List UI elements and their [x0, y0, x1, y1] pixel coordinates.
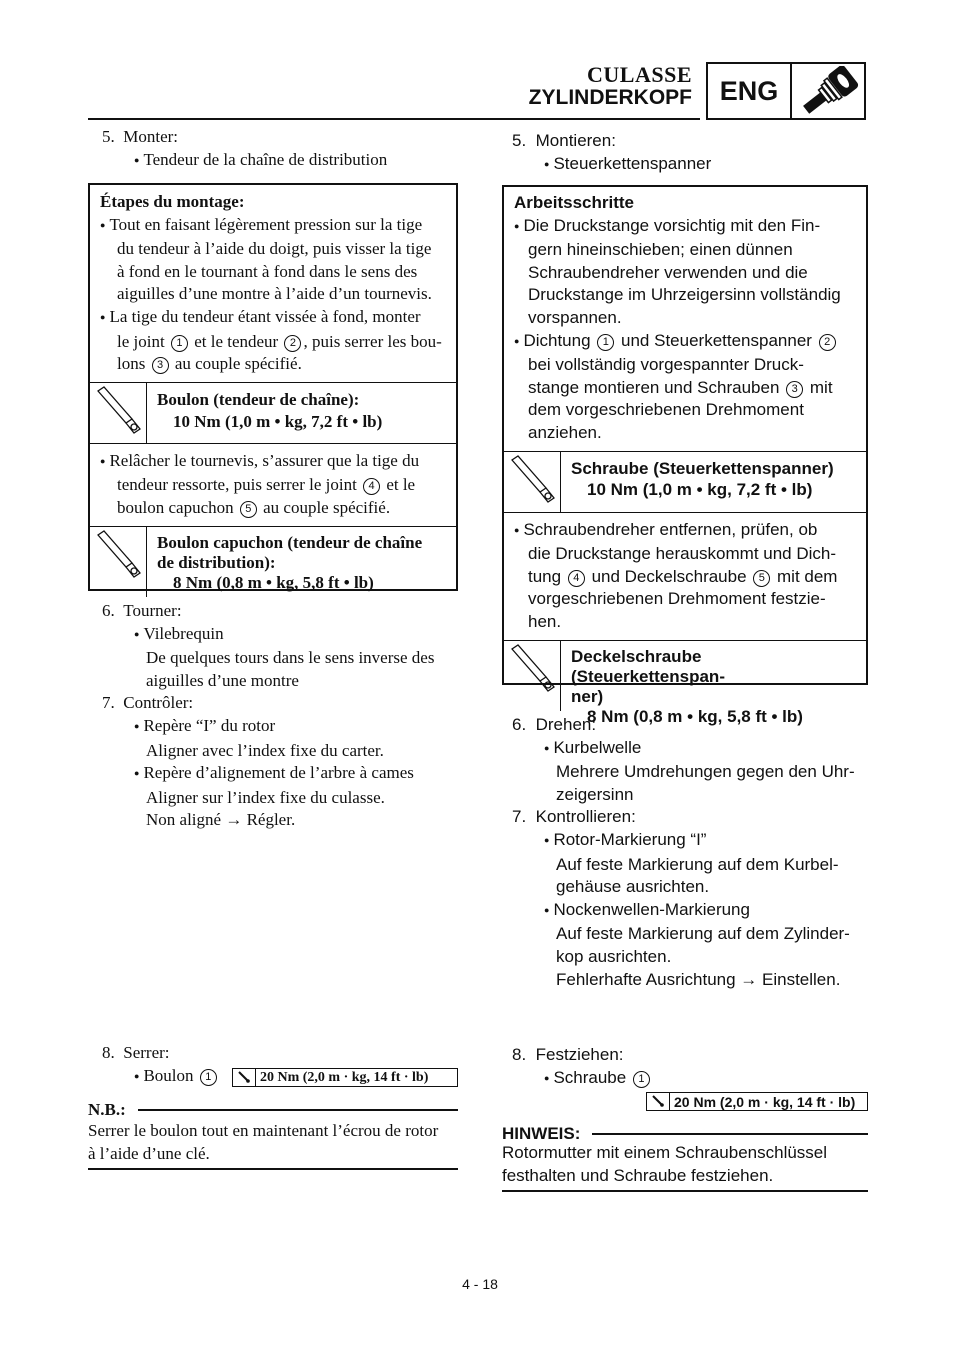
fr-note-header — [88, 1100, 458, 1120]
de-b2-l2: bei vollständig vorgespannter Druck- — [528, 355, 804, 375]
fr-b1-l4: aiguilles d’une montre à l’aide d’un tournevis. — [117, 284, 432, 304]
ref-1: 1 — [633, 1071, 650, 1088]
de-b1-l1: Die Druckstange vorsichtig mit den Fin- — [523, 215, 821, 235]
fr-torque-spec-1 — [90, 383, 456, 444]
de-b2-l5: anziehen. — [528, 422, 602, 442]
de-note-l2: festhalten und Schraube festziehen. — [502, 1165, 774, 1185]
de-b1-l4: Druckstange im Uhrzeigersinn vollständig — [528, 285, 841, 305]
ref-1: 1 — [171, 335, 188, 352]
de-step8-label: 8. Festziehen: — [512, 1045, 624, 1064]
fr-b1-l3: à fond en le tournant à fond dans le sens des — [117, 261, 418, 281]
header-rule — [88, 118, 700, 120]
fr-note-label: N.B.: — [88, 1100, 126, 1119]
de-b1-l2: gern hineinschieben; einen dünnen — [528, 240, 793, 260]
de-t1-l1: Schraube (Steuerkettenspanner) — [571, 458, 834, 478]
de-spec-value: 20 Nm (2,0 m · kg, 14 ft · lb) — [674, 1093, 856, 1110]
de-note-l1: Rotormutter mit einem Schraubenschlüssel — [502, 1143, 828, 1162]
de-step7-d1: Auf feste Markierung auf dem Kurbel- — [556, 854, 839, 874]
fr-b3-l3: boulon capuchon 5 au couple spécifié. — [117, 497, 391, 517]
fr-torque-spec-3 — [232, 1068, 458, 1087]
torque-wrench-icon — [233, 1069, 256, 1086]
de-step5-item: ● Steuerkettenspanner — [504, 153, 868, 178]
fr-spec-value: 20 Nm (2,0 m · kg, 14 ft · lb) — [260, 1069, 429, 1085]
page-number: 4 - 18 — [462, 1276, 498, 1292]
de-b3-l3: tung 4 und Deckelschraube 5 mit dem — [528, 566, 838, 586]
torque-wrench-icon — [504, 641, 561, 711]
ref-2: 2 — [819, 334, 836, 351]
fr-step6-label: 6. Tourner: — [102, 601, 182, 620]
fr-step5 — [94, 126, 458, 173]
fr-b3-l2: tendeur ressorte, puis serrer le joint 4 et le — [117, 475, 416, 495]
ref-4: 4 — [363, 478, 380, 495]
fr-t2-l2: de distribution): — [157, 552, 276, 572]
fr-step6-d2: aiguilles d’une montre — [146, 670, 299, 690]
section-badge-label: ENG — [708, 64, 792, 118]
ref-1: 1 — [200, 1069, 217, 1086]
de-note-label: HINWEIS: — [502, 1124, 581, 1143]
de-step6-item: ● Kurbelwelle — [504, 737, 868, 762]
section-badge — [706, 62, 866, 120]
de-b3-l1: Schraubendreher entfernen, prüfen, ob — [523, 519, 818, 539]
fr-b2-l3: lons 3 au couple spécifié. — [117, 354, 302, 374]
header-title-fr: CULASSE — [587, 62, 692, 87]
ref-5: 5 — [240, 501, 257, 518]
de-b2-l3: stange montieren und Schrauben 3 mit — [528, 377, 833, 397]
ref-2: 2 — [284, 335, 301, 352]
fr-t1-l2: 10 Nm (1,0 m • kg, 7,2 ft • lb) — [173, 412, 383, 432]
de-steps-6-7 — [504, 714, 868, 991]
fr-note-rule — [88, 1168, 458, 1170]
engine-part-icon — [794, 66, 864, 118]
fr-steps-6-7 — [94, 600, 458, 832]
fr-t2-l1: Boulon capuchon (tendeur de chaîne — [157, 532, 423, 552]
de-b2-l1: ● Dichtung 1 und Steuerkettenspanner 2 — [514, 330, 858, 355]
ref-5: 5 — [753, 570, 770, 587]
de-step7-d4: kop ausrichten. — [556, 946, 672, 966]
de-step6-label: 6. Drehen: — [512, 715, 597, 734]
de-note-rule — [502, 1190, 868, 1192]
fr-t1-l1: Boulon (tendeur de chaîne): — [157, 389, 360, 409]
de-t1-l2: 10 Nm (1,0 m • kg, 7,2 ft • lb) — [587, 479, 813, 499]
fr-step6-item: ● Vilebrequin — [94, 623, 458, 648]
de-b1-l5: vorspannen. — [528, 307, 622, 327]
ref-3: 3 — [786, 381, 803, 398]
de-step7-d3: Auf feste Markierung auf dem Zylinder- — [556, 924, 850, 944]
torque-wrench-icon — [504, 452, 561, 512]
fr-b3-l1: Relâcher le tournevis, s’assurer que la tige du — [109, 450, 420, 470]
de-b3-l5: hen. — [528, 611, 562, 631]
de-step7-d5: Fehlerhafte Ausrichtung → Einstellen. — [556, 969, 841, 989]
fr-step5-label: 5. Monter: — [102, 127, 179, 146]
de-t2-l1: Deckelschraube (Steuerkettenspan- — [571, 646, 725, 686]
de-b1-l3: Schraubendreher verwenden und die — [528, 262, 808, 282]
fr-step7-i2: ● Repère d’alignement de l’arbre à cames — [94, 762, 458, 787]
ref-4: 4 — [568, 570, 585, 587]
torque-wrench-icon — [90, 383, 147, 443]
de-step7-d2: gehäuse ausrichten. — [556, 877, 710, 897]
torque-wrench-icon — [90, 527, 147, 597]
de-step5 — [504, 130, 868, 177]
de-t2-l3: 8 Nm (0,8 m • kg, 5,8 ft • lb) — [587, 706, 803, 726]
de-note-header — [502, 1124, 868, 1144]
fr-note-l2: à l’aide d’une clé. — [88, 1143, 210, 1163]
de-b3-l2: die Druckstange herauskommt und Dich- — [528, 544, 837, 564]
ref-1: 1 — [597, 334, 614, 351]
fr-box-steps — [90, 185, 456, 383]
fr-t2-l3: 8 Nm (0,8 m • kg, 5,8 ft • lb) — [173, 572, 374, 592]
de-step7-i2: ● Nockenwellen-Markierung — [504, 899, 868, 924]
de-box-steps — [504, 187, 866, 452]
fr-step8-item: ● Boulon 1 — [94, 1065, 458, 1090]
fr-step7-i1: ● Repère “I” du rotor — [94, 715, 458, 740]
fr-torque-spec-2 — [90, 527, 456, 597]
de-step7-i1: ● Rotor-Markierung “I” — [504, 829, 868, 854]
de-t2-l2: ner) — [571, 686, 604, 706]
de-b3-l4: vorgeschriebenen Drehmoment festzie- — [528, 589, 826, 609]
fr-b1-l1: Tout en faisant légèrement pression sur la tige — [109, 214, 423, 234]
de-box-step3 — [504, 513, 866, 641]
fr-b2-l1: La tige du tendeur étant vissée à fond, monter — [109, 306, 421, 326]
fr-b1-l2: du tendeur à l’aide du doigt, puis visser la tige — [117, 239, 432, 259]
de-step8 — [504, 1044, 868, 1091]
de-b2-l4: dem vorgeschriebenen Drehmoment — [528, 400, 804, 420]
fr-box-title: Étapes du montage: — [100, 192, 245, 211]
de-step6-d1: Mehrere Umdrehungen gegen den Uhr- — [556, 762, 855, 782]
fr-box-step3 — [90, 444, 456, 527]
fr-step7-d2: Aligner sur l’index fixe du culasse. — [146, 787, 385, 807]
de-note-body — [502, 1142, 868, 1187]
fr-step5-item: ● Tendeur de la chaîne de distribution — [94, 149, 458, 174]
fr-step6-d1: De quelques tours dans le sens inverse des — [146, 648, 435, 668]
fr-note-body — [88, 1120, 460, 1165]
de-step6-d2: zeigersinn — [556, 784, 634, 804]
de-box-title: Arbeitsschritte — [514, 193, 634, 212]
de-step8-item: ● Schraube 1 — [504, 1067, 868, 1092]
de-step7-label: 7. Kontrollieren: — [512, 807, 636, 827]
fr-procedure-box — [88, 183, 458, 591]
fr-step7-label: 7. Contrôler: — [102, 693, 194, 713]
fr-step8-label: 8. Serrer: — [102, 1043, 170, 1062]
ref-3: 3 — [152, 357, 169, 374]
torque-wrench-icon — [647, 1093, 670, 1110]
fr-note-l1: Serrer le boulon tout en maintenant l’écrou de rotor — [88, 1121, 439, 1140]
header-title-de: ZYLINDERKOPF — [528, 86, 692, 109]
fr-step7-d3: Non aligné → Régler. — [146, 810, 296, 830]
de-torque-spec-1 — [504, 452, 866, 513]
de-torque-spec-3 — [646, 1092, 868, 1111]
fr-step7-d1: Aligner avec l’index fixe du carter. — [146, 740, 384, 760]
fr-b2-l2: le joint 1 et le tendeur 2 , puis serrer les bou- — [117, 331, 442, 351]
de-step5-label: 5. Montieren: — [512, 131, 616, 150]
